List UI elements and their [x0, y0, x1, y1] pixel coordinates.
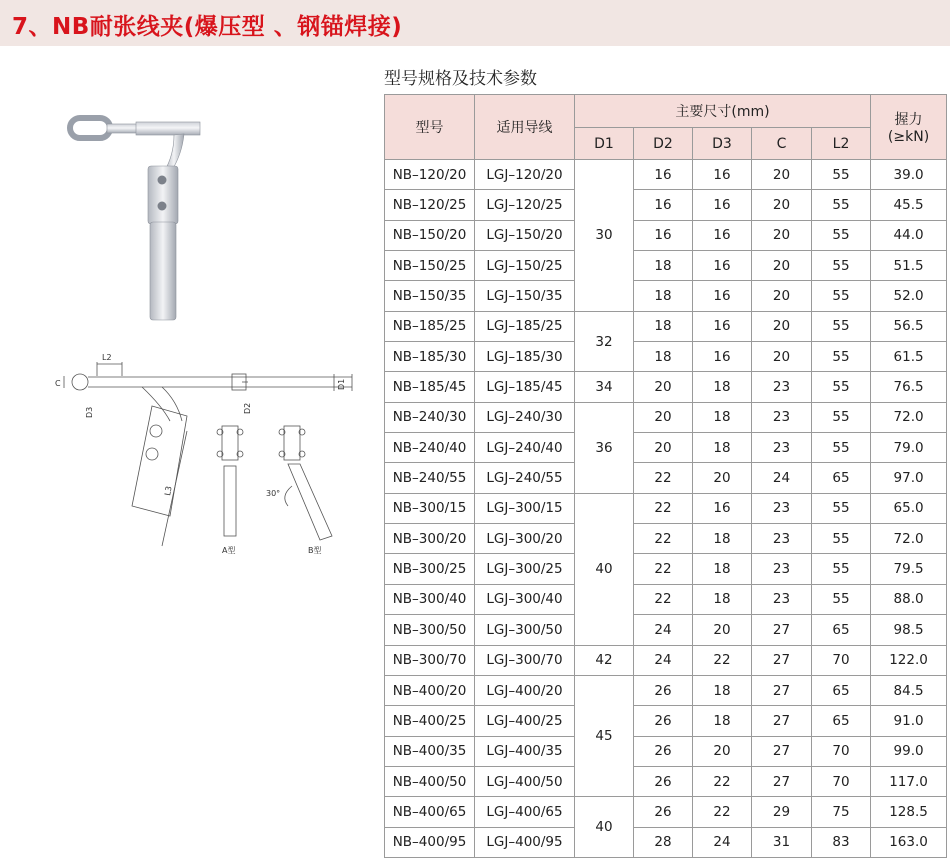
cell-grip: 39.0 [871, 160, 947, 190]
cell-l2: 55 [812, 433, 871, 463]
cell-d3: 16 [693, 160, 752, 190]
cell-c: 23 [752, 554, 812, 584]
svg-text:D3: D3 [85, 406, 94, 418]
cell-d3: 16 [693, 251, 752, 281]
cell-model: NB–400/65 [385, 797, 475, 827]
cell-c: 29 [752, 797, 812, 827]
cell-model: NB–185/30 [385, 342, 475, 372]
header-d1: D1 [575, 128, 634, 160]
cell-grip: 76.5 [871, 372, 947, 402]
svg-text:D2: D2 [243, 402, 252, 414]
cell-grip: 98.5 [871, 615, 947, 645]
cell-model: NB–400/95 [385, 827, 475, 857]
cell-grip: 72.0 [871, 524, 947, 554]
cell-c: 23 [752, 372, 812, 402]
cell-d2: 22 [634, 554, 693, 584]
cell-wire: LGJ–400/95 [475, 827, 575, 857]
header-dims-group: 主要尺寸(mm) [575, 95, 871, 128]
cell-c: 27 [752, 706, 812, 736]
dimension-drawing [52, 346, 372, 566]
cell-grip: 45.5 [871, 190, 947, 220]
table-row [385, 797, 947, 827]
cell-d3: 22 [693, 766, 752, 796]
cell-d2: 26 [634, 706, 693, 736]
header-grip-line1: 握力 [894, 112, 923, 128]
type-b-label: B型 [308, 546, 322, 555]
cell-l2: 55 [812, 554, 871, 584]
cell-l2: 75 [812, 797, 871, 827]
cell-l2: 55 [812, 493, 871, 523]
cell-d3: 18 [693, 433, 752, 463]
cell-l2: 65 [812, 675, 871, 705]
cell-wire: LGJ–185/25 [475, 311, 575, 341]
table-row [385, 372, 947, 402]
header-grip [871, 95, 947, 160]
svg-text:30°: 30° [266, 489, 281, 498]
header-model: 型号 [385, 95, 475, 160]
svg-text:C: C [55, 379, 61, 388]
cell-l2: 55 [812, 281, 871, 311]
cell-wire: LGJ–300/50 [475, 615, 575, 645]
title-banner [0, 0, 950, 46]
cell-l2: 55 [812, 524, 871, 554]
cell-c: 20 [752, 342, 812, 372]
cell-wire: LGJ–400/50 [475, 766, 575, 796]
cell-d2: 18 [634, 342, 693, 372]
cell-d3: 16 [693, 190, 752, 220]
cell-wire: LGJ–300/40 [475, 584, 575, 614]
eye-ring [70, 118, 110, 138]
cell-model: NB–300/50 [385, 615, 475, 645]
cell-l2: 70 [812, 645, 871, 675]
cell-d1: 45 [575, 675, 634, 796]
cell-d3: 20 [693, 615, 752, 645]
cell-l2: 70 [812, 766, 871, 796]
cell-c: 23 [752, 584, 812, 614]
cell-d1: 40 [575, 493, 634, 645]
cell-grip: 122.0 [871, 645, 947, 675]
cell-d2: 28 [634, 827, 693, 857]
table-row [385, 160, 947, 190]
cell-model: NB–240/40 [385, 433, 475, 463]
cell-wire: LGJ–300/70 [475, 645, 575, 675]
svg-text:D1: D1 [337, 378, 346, 390]
cell-d2: 16 [634, 190, 693, 220]
cell-c: 20 [752, 281, 812, 311]
cell-model: NB–400/25 [385, 706, 475, 736]
header-d3: D3 [693, 128, 752, 160]
cell-d2: 22 [634, 463, 693, 493]
cell-c: 20 [752, 251, 812, 281]
cell-grip: 97.0 [871, 463, 947, 493]
cell-c: 20 [752, 160, 812, 190]
table-row [385, 615, 947, 645]
cell-grip: 99.0 [871, 736, 947, 766]
cell-wire: LGJ–300/25 [475, 554, 575, 584]
cell-grip: 84.5 [871, 675, 947, 705]
cell-d3: 18 [693, 524, 752, 554]
cell-model: NB–150/25 [385, 251, 475, 281]
cell-d2: 24 [634, 615, 693, 645]
cell-l2: 65 [812, 706, 871, 736]
table-row [385, 342, 947, 372]
cell-c: 24 [752, 463, 812, 493]
table-row [385, 190, 947, 220]
cell-d3: 18 [693, 372, 752, 402]
cell-model: NB–300/15 [385, 493, 475, 523]
table-row [385, 584, 947, 614]
cell-model: NB–400/50 [385, 766, 475, 796]
table-row [385, 220, 947, 250]
cell-l2: 55 [812, 220, 871, 250]
cell-c: 20 [752, 220, 812, 250]
cell-d2: 26 [634, 797, 693, 827]
cell-c: 23 [752, 524, 812, 554]
page-title: 7、NB耐张线夹(爆压型 、钢锚焊接) [12, 14, 403, 40]
cell-d2: 22 [634, 493, 693, 523]
cell-model: NB–150/20 [385, 220, 475, 250]
cell-wire: LGJ–150/35 [475, 281, 575, 311]
cell-d1: 32 [575, 311, 634, 372]
cell-d3: 16 [693, 311, 752, 341]
cell-d3: 16 [693, 342, 752, 372]
cell-d2: 22 [634, 524, 693, 554]
cell-grip: 51.5 [871, 251, 947, 281]
table-row [385, 554, 947, 584]
cell-d2: 16 [634, 220, 693, 250]
cell-wire: LGJ–400/35 [475, 736, 575, 766]
cell-l2: 55 [812, 160, 871, 190]
table-row [385, 766, 947, 796]
svg-text:L3: L3 [163, 485, 174, 497]
cell-c: 27 [752, 766, 812, 796]
cell-c: 23 [752, 493, 812, 523]
cell-l2: 55 [812, 311, 871, 341]
cell-l2: 65 [812, 463, 871, 493]
table-row [385, 281, 947, 311]
cell-d3: 16 [693, 493, 752, 523]
cell-grip: 91.0 [871, 706, 947, 736]
cell-d2: 20 [634, 433, 693, 463]
table-row [385, 251, 947, 281]
cell-grip: 163.0 [871, 827, 947, 857]
cell-model: NB–400/35 [385, 736, 475, 766]
cell-d2: 24 [634, 645, 693, 675]
cell-grip: 72.0 [871, 402, 947, 432]
compression-tube [150, 222, 176, 320]
cell-d3: 22 [693, 645, 752, 675]
cell-model: NB–300/40 [385, 584, 475, 614]
cell-wire: LGJ–185/45 [475, 372, 575, 402]
cell-grip: 52.0 [871, 281, 947, 311]
table-row [385, 493, 947, 523]
cell-grip: 128.5 [871, 797, 947, 827]
cell-wire: LGJ–240/30 [475, 402, 575, 432]
bolt-icon [158, 202, 167, 211]
cell-wire: LGJ–185/30 [475, 342, 575, 372]
cell-d3: 20 [693, 736, 752, 766]
cell-c: 27 [752, 736, 812, 766]
cell-wire: LGJ–120/25 [475, 190, 575, 220]
cell-d1: 42 [575, 645, 634, 675]
cell-c: 20 [752, 311, 812, 341]
cell-model: NB–185/45 [385, 372, 475, 402]
cell-l2: 65 [812, 615, 871, 645]
cell-d3: 24 [693, 827, 752, 857]
cell-d2: 18 [634, 251, 693, 281]
cell-model: NB–300/20 [385, 524, 475, 554]
cell-l2: 55 [812, 372, 871, 402]
cell-d2: 26 [634, 766, 693, 796]
table-row [385, 433, 947, 463]
cell-c: 31 [752, 827, 812, 857]
cell-grip: 44.0 [871, 220, 947, 250]
cell-d3: 18 [693, 706, 752, 736]
cell-d1: 30 [575, 160, 634, 312]
cell-grip: 56.5 [871, 311, 947, 341]
type-a-label: A型 [222, 546, 236, 555]
table-row [385, 675, 947, 705]
header-d2: D2 [634, 128, 693, 160]
cell-c: 27 [752, 615, 812, 645]
cell-d3: 16 [693, 281, 752, 311]
cell-wire: LGJ–300/15 [475, 493, 575, 523]
section-title: 型号规格及技术参数 [384, 69, 537, 89]
table-row [385, 402, 947, 432]
table-row [385, 706, 947, 736]
cell-d2: 16 [634, 160, 693, 190]
cell-grip: 61.5 [871, 342, 947, 372]
cell-c: 27 [752, 675, 812, 705]
cell-model: NB–400/20 [385, 675, 475, 705]
cell-d3: 16 [693, 220, 752, 250]
cell-c: 23 [752, 433, 812, 463]
header-l2: L2 [812, 128, 871, 160]
cell-grip: 65.0 [871, 493, 947, 523]
cell-l2: 55 [812, 584, 871, 614]
cell-d2: 26 [634, 675, 693, 705]
cell-d2: 20 [634, 372, 693, 402]
header-grip-line2: (≥kN) [887, 129, 930, 145]
cell-grip: 79.0 [871, 433, 947, 463]
cell-d2: 18 [634, 281, 693, 311]
cell-c: 27 [752, 645, 812, 675]
cell-model: NB–240/55 [385, 463, 475, 493]
table-row [385, 524, 947, 554]
cell-wire: LGJ–150/20 [475, 220, 575, 250]
cell-d2: 20 [634, 402, 693, 432]
cell-d3: 18 [693, 554, 752, 584]
cell-l2: 55 [812, 251, 871, 281]
cell-wire: LGJ–400/20 [475, 675, 575, 705]
cell-d1: 34 [575, 372, 634, 402]
cell-d1: 40 [575, 797, 634, 858]
spec-table [384, 94, 947, 858]
cell-wire: LGJ–400/25 [475, 706, 575, 736]
cell-d3: 18 [693, 675, 752, 705]
table-row [385, 736, 947, 766]
cell-wire: LGJ–240/55 [475, 463, 575, 493]
cell-model: NB–120/20 [385, 160, 475, 190]
cell-wire: LGJ–240/40 [475, 433, 575, 463]
cell-wire: LGJ–150/25 [475, 251, 575, 281]
cell-model: NB–300/70 [385, 645, 475, 675]
cell-wire: LGJ–400/65 [475, 797, 575, 827]
table-row [385, 463, 947, 493]
cell-model: NB–150/35 [385, 281, 475, 311]
cell-d1: 36 [575, 402, 634, 493]
cell-model: NB–300/25 [385, 554, 475, 584]
cell-d3: 20 [693, 463, 752, 493]
cell-model: NB–185/25 [385, 311, 475, 341]
cell-l2: 55 [812, 402, 871, 432]
anchor-block [148, 166, 178, 224]
cell-grip: 117.0 [871, 766, 947, 796]
product-photo [62, 110, 212, 325]
header-conductor: 适用导线 [475, 95, 575, 160]
table-row [385, 311, 947, 341]
cell-c: 20 [752, 190, 812, 220]
cell-l2: 83 [812, 827, 871, 857]
cell-d3: 22 [693, 797, 752, 827]
cell-grip: 88.0 [871, 584, 947, 614]
cell-model: NB–120/25 [385, 190, 475, 220]
cell-l2: 55 [812, 342, 871, 372]
table-row [385, 827, 947, 857]
header-c: C [752, 128, 812, 160]
table-row [385, 645, 947, 675]
cell-model: NB–240/30 [385, 402, 475, 432]
cell-wire: LGJ–120/20 [475, 160, 575, 190]
cell-d2: 26 [634, 736, 693, 766]
cell-wire: LGJ–300/20 [475, 524, 575, 554]
bolt-icon [158, 176, 167, 185]
cell-d2: 22 [634, 584, 693, 614]
cell-grip: 79.5 [871, 554, 947, 584]
cell-l2: 55 [812, 190, 871, 220]
cell-c: 23 [752, 402, 812, 432]
cell-d3: 18 [693, 402, 752, 432]
cell-d2: 18 [634, 311, 693, 341]
cell-d3: 18 [693, 584, 752, 614]
cell-l2: 70 [812, 736, 871, 766]
svg-text:L2: L2 [102, 353, 112, 362]
